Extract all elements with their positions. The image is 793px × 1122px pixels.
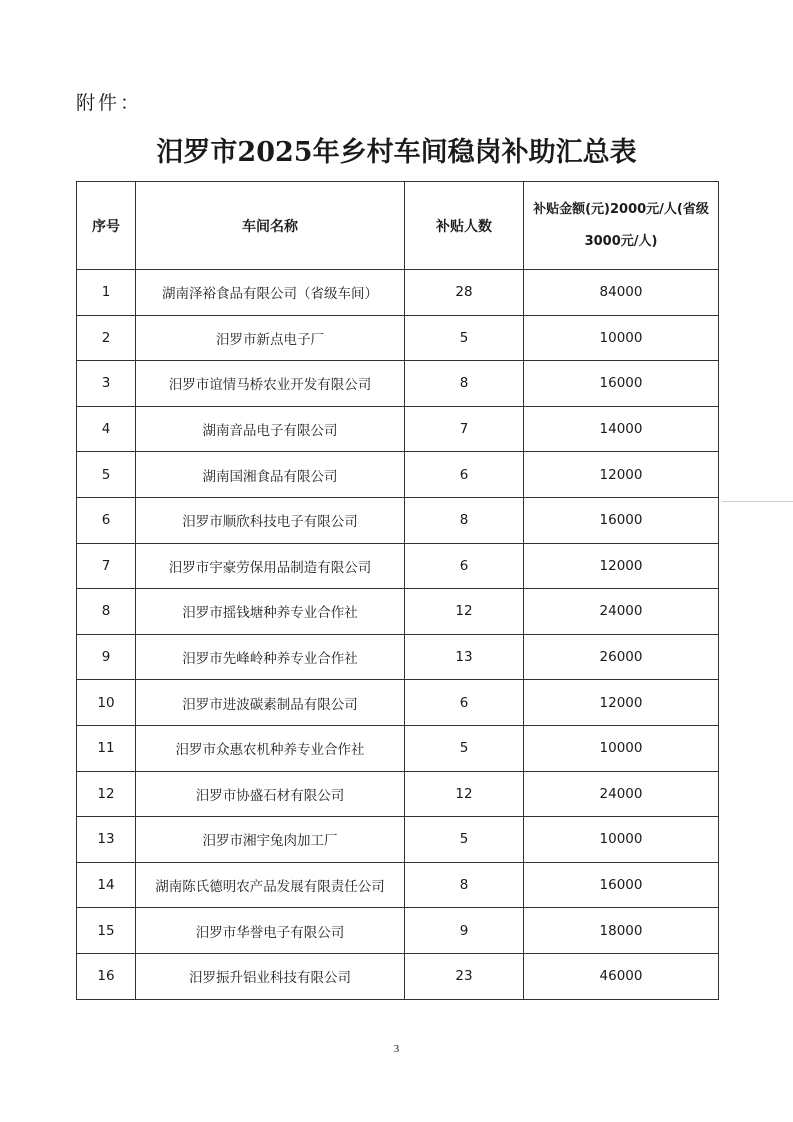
cell-workshop-name: 汨罗市协盛石材有限公司: [136, 771, 405, 817]
cell-index: 14: [77, 862, 136, 908]
cell-workshop-name: 汨罗市湘宇兔肉加工厂: [136, 817, 405, 863]
cell-workshop-name: 湖南陈氏德明农产品发展有限责任公司: [136, 862, 405, 908]
cell-subsidy-amount: 24000: [524, 589, 719, 635]
page-number: 3: [393, 1043, 400, 1055]
cell-subsidy-count: 13: [405, 634, 524, 680]
table-row: [77, 908, 719, 954]
cell-subsidy-amount: 16000: [524, 497, 719, 543]
cell-subsidy-amount: 10000: [524, 725, 719, 771]
cell-subsidy-amount: 24000: [524, 771, 719, 817]
cell-subsidy-amount: 12000: [524, 680, 719, 726]
cell-index: 8: [77, 589, 136, 635]
cell-subsidy-count: 12: [405, 589, 524, 635]
table-row: [77, 315, 719, 361]
cell-workshop-name: 汨罗市顺欣科技电子有限公司: [136, 497, 405, 543]
scan-artifact-line: [722, 501, 793, 502]
cell-index: 13: [77, 817, 136, 863]
cell-subsidy-amount: 46000: [524, 953, 719, 999]
cell-workshop-name: 汨罗市进波碳素制品有限公司: [136, 680, 405, 726]
table-row: [77, 589, 719, 635]
cell-workshop-name: 湖南音品电子有限公司: [136, 406, 405, 452]
header-subsidy-count: 补贴人数: [405, 182, 524, 270]
header-index: 序号: [77, 182, 136, 270]
cell-subsidy-count: 28: [405, 270, 524, 316]
cell-subsidy-amount: 84000: [524, 270, 719, 316]
table-row: [77, 543, 719, 589]
cell-index: 2: [77, 315, 136, 361]
attachment-label: 附件：: [76, 92, 143, 114]
table-row: [77, 680, 719, 726]
cell-workshop-name: 汨罗市谊情马桥农业开发有限公司: [136, 361, 405, 407]
cell-index: 11: [77, 725, 136, 771]
cell-index: 16: [77, 953, 136, 999]
cell-subsidy-amount: 16000: [524, 361, 719, 407]
cell-index: 7: [77, 543, 136, 589]
cell-subsidy-count: 8: [405, 862, 524, 908]
cell-subsidy-count: 23: [405, 953, 524, 999]
header-subsidy-amount: 补贴金额(元)2000元/人(省级3000元/人): [524, 182, 719, 270]
cell-index: 1: [77, 270, 136, 316]
cell-subsidy-amount: 16000: [524, 862, 719, 908]
cell-subsidy-count: 5: [405, 315, 524, 361]
cell-subsidy-count: 6: [405, 680, 524, 726]
cell-workshop-name: 汨罗市众惠农机种养专业合作社: [136, 725, 405, 771]
table-row: [77, 452, 719, 498]
cell-subsidy-amount: 14000: [524, 406, 719, 452]
cell-subsidy-count: 5: [405, 725, 524, 771]
cell-index: 4: [77, 406, 136, 452]
subsidy-summary-table: [76, 181, 719, 1000]
page-title: 汨罗市2025年乡村车间稳岗补助汇总表: [156, 137, 637, 168]
table-row: [77, 953, 719, 999]
cell-subsidy-count: 6: [405, 452, 524, 498]
cell-subsidy-count: 5: [405, 817, 524, 863]
cell-index: 9: [77, 634, 136, 680]
cell-workshop-name: 汨罗市宇豪劳保用品制造有限公司: [136, 543, 405, 589]
header-workshop-name: 车间名称: [136, 182, 405, 270]
table-row: [77, 270, 719, 316]
cell-subsidy-count: 6: [405, 543, 524, 589]
cell-subsidy-amount: 12000: [524, 543, 719, 589]
cell-index: 3: [77, 361, 136, 407]
cell-subsidy-amount: 10000: [524, 315, 719, 361]
cell-index: 12: [77, 771, 136, 817]
table-row: [77, 725, 719, 771]
cell-index: 10: [77, 680, 136, 726]
cell-workshop-name: 湖南泽裕食品有限公司（省级车间）: [136, 270, 405, 316]
cell-subsidy-count: 12: [405, 771, 524, 817]
cell-index: 5: [77, 452, 136, 498]
cell-subsidy-amount: 10000: [524, 817, 719, 863]
cell-workshop-name: 汨罗市新点电子厂: [136, 315, 405, 361]
table-row: [77, 634, 719, 680]
table-row: [77, 406, 719, 452]
table-row: [77, 497, 719, 543]
cell-subsidy-count: 8: [405, 361, 524, 407]
table-row: [77, 771, 719, 817]
table-row: [77, 361, 719, 407]
cell-subsidy-amount: 18000: [524, 908, 719, 954]
cell-workshop-name: 汨罗市摇钱塘种养专业合作社: [136, 589, 405, 635]
table-header-row: [77, 182, 719, 270]
cell-subsidy-count: 9: [405, 908, 524, 954]
table-row: [77, 862, 719, 908]
table-row: [77, 817, 719, 863]
cell-workshop-name: 汨罗振升铝业科技有限公司: [136, 953, 405, 999]
cell-index: 15: [77, 908, 136, 954]
cell-index: 6: [77, 497, 136, 543]
cell-subsidy-count: 8: [405, 497, 524, 543]
cell-workshop-name: 汨罗市先峰岭种养专业合作社: [136, 634, 405, 680]
table-body: [77, 270, 719, 1000]
cell-subsidy-amount: 26000: [524, 634, 719, 680]
cell-workshop-name: 汨罗市华誉电子有限公司: [136, 908, 405, 954]
cell-workshop-name: 湖南国湘食品有限公司: [136, 452, 405, 498]
cell-subsidy-amount: 12000: [524, 452, 719, 498]
cell-subsidy-count: 7: [405, 406, 524, 452]
